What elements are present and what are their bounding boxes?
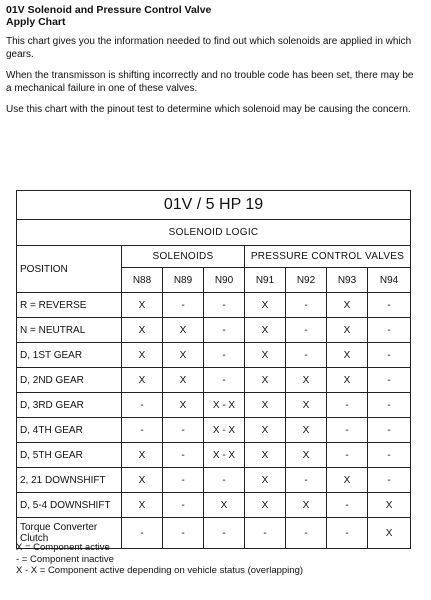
- table-cell: -: [368, 393, 411, 418]
- table-cell: X: [286, 368, 327, 393]
- table-cell: X: [286, 443, 327, 468]
- table-cell: X: [163, 368, 204, 393]
- table-cell: X: [122, 293, 163, 318]
- table-cell: -: [286, 343, 327, 368]
- table-cell: -: [286, 468, 327, 493]
- table-cell: X: [245, 468, 286, 493]
- table-cell: -: [163, 468, 204, 493]
- row-position-line-1: Torque Converter: [20, 522, 98, 533]
- table-cell: -: [368, 468, 411, 493]
- table-cell: -: [204, 518, 245, 549]
- table-cell: X: [245, 418, 286, 443]
- table-cell: -: [122, 418, 163, 443]
- table-cell: X: [245, 443, 286, 468]
- legend-overlapping: X - X = Component active depending on vehicle status (overlapping): [16, 565, 304, 576]
- column-header-n90: N90: [204, 268, 245, 293]
- table-cell: -: [286, 293, 327, 318]
- table-cell: X: [122, 343, 163, 368]
- position-column-header: POSITION: [17, 246, 122, 293]
- table-cell: -: [368, 368, 411, 393]
- table-cell: -: [122, 518, 163, 549]
- table-cell: X: [245, 293, 286, 318]
- table-cell: -: [368, 418, 411, 443]
- row-position: 2, 21 DOWNSHIFT: [17, 468, 122, 493]
- table-row: [17, 393, 411, 418]
- table-row: [17, 368, 411, 393]
- row-position: D, 2ND GEAR: [17, 368, 122, 393]
- table-row: [17, 418, 411, 443]
- table-cell: X: [245, 318, 286, 343]
- table-cell: -: [163, 418, 204, 443]
- table-cell: X: [163, 393, 204, 418]
- table-cell: X: [327, 343, 368, 368]
- table-cell: -: [368, 443, 411, 468]
- table-cell: X: [122, 443, 163, 468]
- table-cell: X: [122, 368, 163, 393]
- table-row: [17, 293, 411, 318]
- table-cell: X: [286, 418, 327, 443]
- table-cell: -: [286, 318, 327, 343]
- table-cell: X: [245, 493, 286, 518]
- usage-paragraph: Use this chart with the pinout test to determine which solenoid may be causing the concern.: [6, 104, 411, 115]
- table-row: [17, 493, 411, 518]
- table-cell: X: [286, 393, 327, 418]
- table-cell: -: [122, 393, 163, 418]
- table-cell: -: [327, 443, 368, 468]
- table-row: [17, 318, 411, 343]
- table-cell: X - X: [204, 418, 245, 443]
- solenoid-apply-table: [16, 190, 411, 549]
- solenoids-group-header: SOLENOIDS: [122, 246, 245, 268]
- table-cell: -: [163, 293, 204, 318]
- table-cell: -: [368, 293, 411, 318]
- row-position: D, 1ST GEAR: [17, 343, 122, 368]
- row-position: D, 5-4 DOWNSHIFT: [17, 493, 122, 518]
- column-header-n89: N89: [163, 268, 204, 293]
- legend: [16, 542, 426, 577]
- table-cell: -: [204, 468, 245, 493]
- table-row: [17, 468, 411, 493]
- table-cell: X: [327, 318, 368, 343]
- table-cell: -: [327, 393, 368, 418]
- document-header: [6, 4, 416, 117]
- table-cell: -: [327, 493, 368, 518]
- table-cell: -: [163, 443, 204, 468]
- table-row: [17, 343, 411, 368]
- legend-active: X = Component active: [16, 542, 110, 553]
- intro-paragraph: This chart gives you the information needed to find out which solenoids are applied in which gears.: [6, 36, 412, 60]
- table-cell: X - X: [204, 393, 245, 418]
- column-header-n92: N92: [286, 268, 327, 293]
- table-cell: -: [368, 318, 411, 343]
- table-cell: X: [163, 343, 204, 368]
- column-header-n94: N94: [368, 268, 411, 293]
- table-cell: X: [122, 468, 163, 493]
- column-header-n93: N93: [327, 268, 368, 293]
- table-cell: X: [286, 493, 327, 518]
- column-header-n88: N88: [122, 268, 163, 293]
- table-cell: X: [368, 518, 411, 549]
- table-cell: -: [327, 418, 368, 443]
- table-cell: X - X: [204, 443, 245, 468]
- row-position: D, 5TH GEAR: [17, 443, 122, 468]
- table-cell: -: [204, 318, 245, 343]
- pressure-control-valves-group-header: PRESSURE CONTROL VALVES: [245, 246, 411, 268]
- diagnosis-paragraph: When the transmisson is shifting incorrectly and no trouble code has been set, there may be a mechanical failure in one of these valves.: [6, 70, 414, 94]
- row-position: N = NEUTRAL: [17, 318, 122, 343]
- table-cell: -: [163, 493, 204, 518]
- table-cell: X: [327, 468, 368, 493]
- document-title: [6, 4, 416, 28]
- table-cell: X: [368, 493, 411, 518]
- table-cell: -: [163, 518, 204, 549]
- title-line-1: 01V Solenoid and Pressure Control Valve: [6, 4, 212, 16]
- table-cell: -: [327, 518, 368, 549]
- row-position: R = REVERSE: [17, 293, 122, 318]
- column-header-n91: N91: [245, 268, 286, 293]
- row-position: D, 3RD GEAR: [17, 393, 122, 418]
- legend-inactive: - = Component inactive: [16, 553, 114, 565]
- table-cell: -: [204, 368, 245, 393]
- table-cell: -: [204, 343, 245, 368]
- table-cell: X: [245, 343, 286, 368]
- table-cell: -: [245, 518, 286, 549]
- table-cell: X: [245, 393, 286, 418]
- table-cell: -: [368, 343, 411, 368]
- table-cell: X: [122, 493, 163, 518]
- table-cell: X: [204, 493, 245, 518]
- row-position-line-2: Clutch: [20, 533, 49, 544]
- table-cell: X: [327, 368, 368, 393]
- table-cell: X: [122, 318, 163, 343]
- table-cell: X: [245, 368, 286, 393]
- table-cell: X: [327, 293, 368, 318]
- title-line-2: Apply Chart: [6, 16, 66, 28]
- row-position: D, 4TH GEAR: [17, 418, 122, 443]
- table-title: 01V / 5 HP 19: [17, 191, 411, 220]
- table-cell: X: [163, 318, 204, 343]
- table-subtitle: SOLENOID LOGIC: [17, 220, 411, 246]
- table-cell: -: [286, 518, 327, 549]
- table-cell: -: [204, 293, 245, 318]
- table-row: [17, 443, 411, 468]
